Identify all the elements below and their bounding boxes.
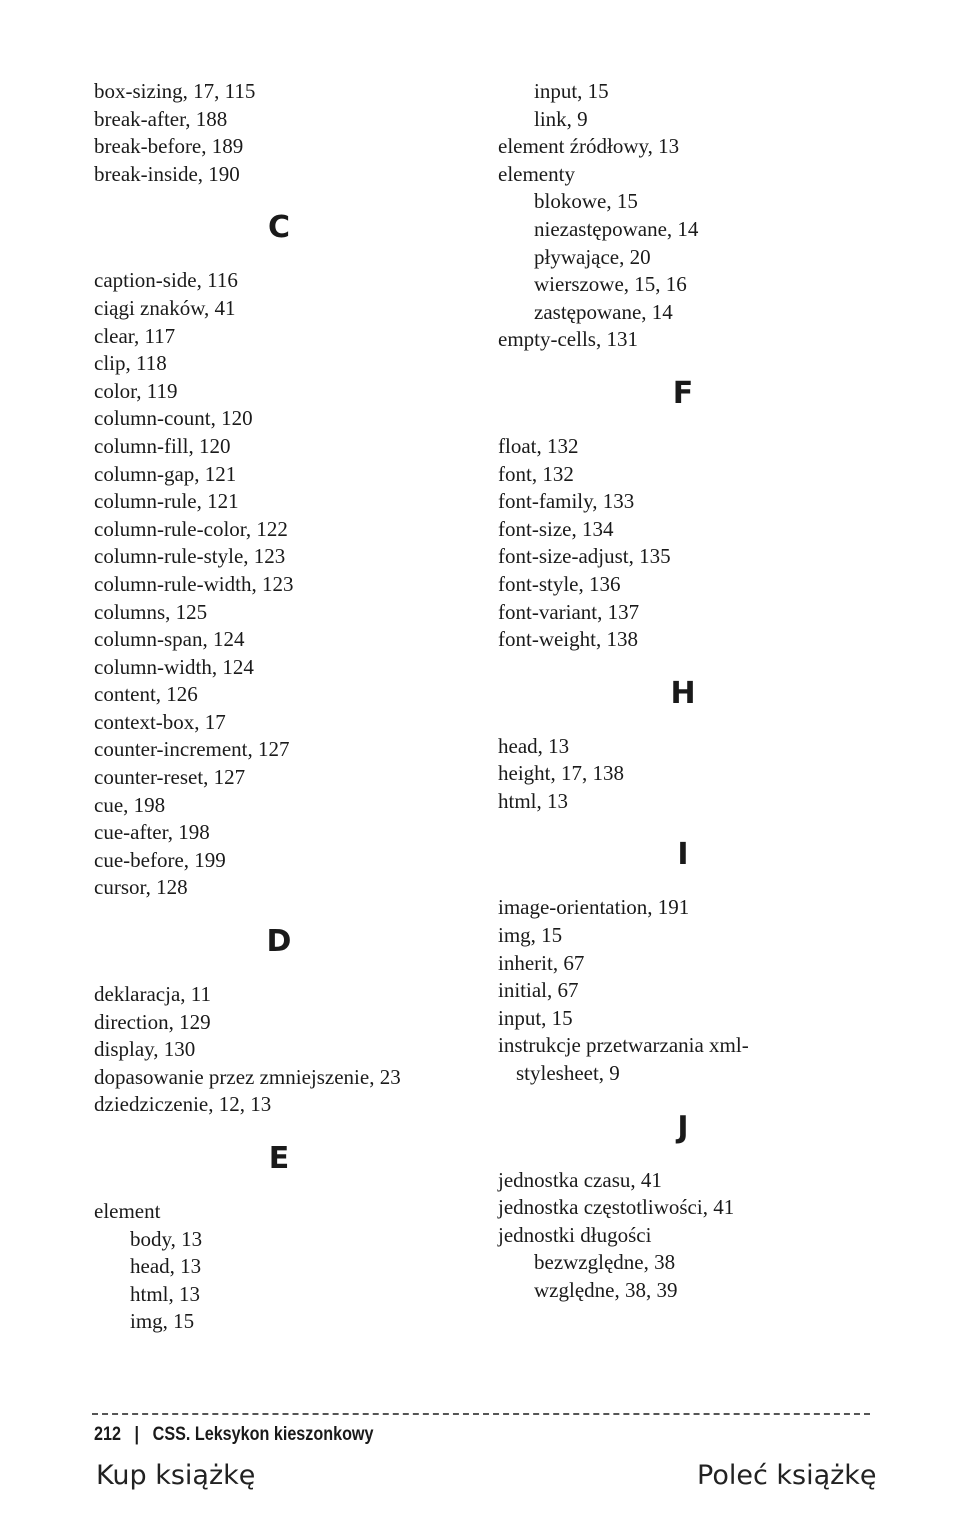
index-entry: input, 15 (498, 1005, 573, 1030)
index-subentry: wierszowe, 15, 16 (534, 272, 687, 297)
index-entry: columns, 125 (94, 599, 208, 624)
section-letter: C (267, 210, 291, 246)
section-letter: J (677, 1109, 689, 1145)
index-entry: jednostka częstotliwości, 41 (498, 1195, 735, 1220)
section-letter: H (670, 675, 696, 711)
index-entry: column-rule-style, 123 (94, 544, 286, 569)
index-entry: box-sizing, 17, 115 (94, 79, 256, 103)
index-entry: empty-cells, 131 (498, 327, 638, 352)
index-entry: float, 132 (498, 433, 579, 458)
index-entry: deklaracja, 11 (94, 982, 211, 1007)
index-entry: image-orientation, 191 (498, 895, 690, 920)
index-entry: element źródłowy, 13 (498, 134, 680, 159)
index-entry: counter-increment, 127 (94, 737, 290, 762)
section-letter: I (677, 837, 689, 873)
buy-book-link[interactable]: Kup książkę (96, 1460, 256, 1491)
index-entry: cue-before, 199 (94, 847, 226, 872)
index-entry: clip, 118 (94, 351, 167, 376)
index-entry: column-rule-width, 123 (94, 571, 294, 596)
index-subentry: img, 15 (130, 1309, 195, 1334)
index-entry: direction, 129 (94, 1009, 211, 1034)
index-entry: break-after, 188 (94, 106, 228, 131)
index-entry: html, 13 (498, 788, 569, 813)
index-column-right (498, 78, 878, 1305)
index-entry: font-variant, 137 (498, 599, 640, 624)
recommend-book-link[interactable]: Poleć książkę (697, 1460, 877, 1491)
index-entry: head, 13 (498, 733, 570, 758)
index-entry: font-style, 136 (498, 571, 621, 596)
index-entry: font-family, 133 (498, 489, 635, 514)
index-entry: element (94, 1199, 161, 1223)
index-entry: caption-side, 116 (94, 268, 238, 293)
index-entry: break-inside, 190 (94, 161, 240, 186)
index-entry: column-rule-color, 122 (94, 516, 288, 541)
index-entry: inherit, 67 (498, 950, 585, 975)
index-subentry: link, 9 (534, 106, 588, 131)
index-entry: column-fill, 120 (94, 433, 231, 458)
index-column-left (94, 78, 474, 1336)
footer-rule (92, 1413, 870, 1415)
index-entry: cue, 198 (94, 792, 166, 817)
index-entry: column-span, 124 (94, 627, 245, 652)
index-subentry: html, 13 (130, 1281, 201, 1306)
footer-separator: | (134, 1424, 140, 1445)
index-subentry: bezwzględne, 38 (534, 1250, 676, 1275)
index-entry: dziedziczenie, 12, 13 (94, 1092, 272, 1117)
index-entry: jednostka czasu, 41 (498, 1167, 662, 1192)
section-letter: F (672, 375, 694, 411)
section-letter: D (266, 924, 292, 960)
index-subentry: input, 15 (534, 79, 609, 103)
page-footer (94, 1424, 373, 1446)
index-entry: column-rule, 121 (94, 489, 239, 514)
index-entry: column-width, 124 (94, 654, 254, 679)
index-entry: dopasowanie przez zmniejszenie, 23 (94, 1064, 401, 1089)
section-letter: E (268, 1141, 290, 1176)
index-entry: counter-reset, 127 (94, 765, 246, 790)
index-entry: img, 15 (498, 923, 563, 948)
index-entry: height, 17, 138 (498, 761, 624, 786)
index-entry: display, 130 (94, 1037, 196, 1062)
index-subentry: zastępowane, 14 (534, 299, 673, 324)
index-entry: cue-after, 198 (94, 820, 210, 845)
index-entry: color, 119 (94, 378, 178, 403)
index-entry: clear, 117 (94, 323, 176, 348)
index-subentry: blokowe, 15 (534, 189, 638, 214)
index-entry: jednostki długości (498, 1222, 652, 1247)
index-entry: font, 132 (498, 461, 574, 486)
index-entry: column-gap, 121 (94, 461, 237, 486)
index-subentry: względne, 38, 39 (534, 1278, 678, 1302)
index-subentry: niezastępowane, 14 (534, 216, 699, 241)
index-entry: cursor, 128 (94, 875, 188, 900)
index-entry: break-before, 189 (94, 134, 244, 159)
index-entry: font-size-adjust, 135 (498, 544, 671, 569)
index-entry: initial, 67 (498, 978, 579, 1003)
index-entry: font-size, 134 (498, 516, 614, 541)
index-subentry: head, 13 (130, 1254, 202, 1279)
index-entry: context-box, 17 (94, 709, 226, 734)
index-subentry: pływające, 20 (534, 244, 651, 269)
index-entry: elementy (498, 161, 575, 186)
index-entry: column-count, 120 (94, 406, 253, 431)
index-entry: content, 126 (94, 682, 198, 707)
book-title: CSS. Leksykon kieszonkowy (152, 1424, 374, 1445)
index-entry: font-weight, 138 (498, 627, 638, 652)
index-entry: instrukcje przetwarzania xml-stylesheet, 9 (498, 1033, 749, 1086)
index-entry: ciągi znaków, 41 (94, 295, 236, 320)
index-subentry: body, 13 (130, 1226, 203, 1251)
page-number: 212 (94, 1424, 121, 1445)
